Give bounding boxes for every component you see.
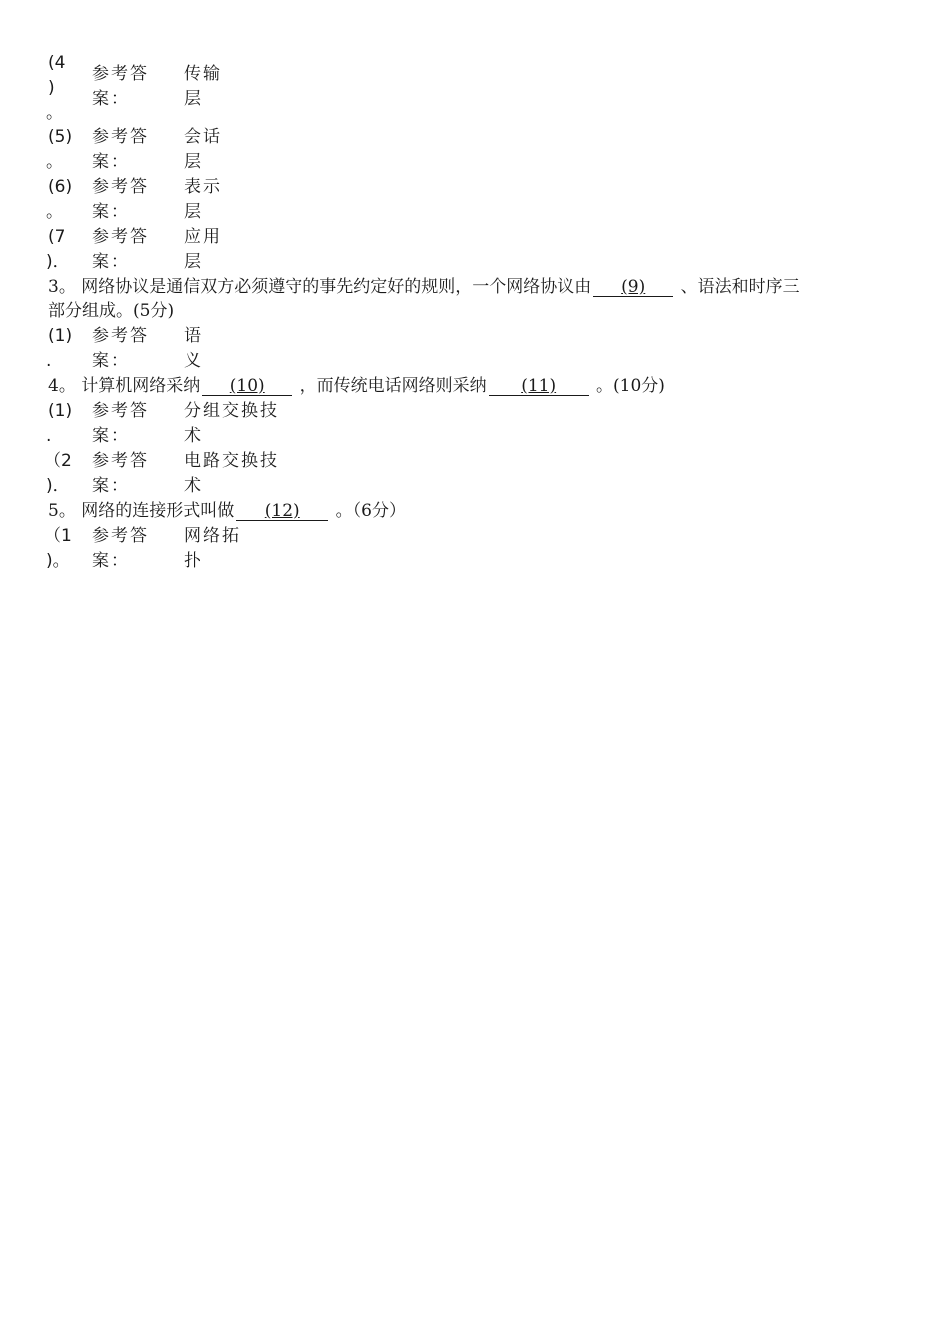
question-5-suffix: 。（6分） <box>330 501 406 521</box>
answer-q3-1-label-a: 参考答 <box>92 326 149 346</box>
answer-5-number-b: 。 <box>46 152 63 172</box>
question-4-line <box>48 376 665 396</box>
answer-q4-2-number-b: )． <box>46 476 70 496</box>
question-3-prefix: 3。 网络协议是通信双方必须遵守的事先约定好的规则，一个网络协议由 <box>48 277 592 297</box>
answer-q3-1-value-a: 语 <box>184 326 203 346</box>
answer-6-value-b: 层 <box>184 202 203 222</box>
answer-q4-1-value-a: 分组交换技 <box>184 401 279 421</box>
answer-7-value-b: 层 <box>184 252 203 272</box>
answer-6-number-b: 。 <box>46 202 63 222</box>
question-4-middle: ，而传统电话网络则采纳 <box>294 376 487 396</box>
answer-q3-1-label-b: 案： <box>92 351 130 371</box>
question-5-line <box>48 501 406 521</box>
question-5-blank-12: (12) <box>236 502 328 521</box>
question-3-blank-9: (9) <box>593 278 673 297</box>
answer-q5-1-label-b: 案： <box>92 551 130 571</box>
answer-7-number-a: (7 <box>48 227 66 247</box>
question-4-blank-11: (11) <box>489 377 589 396</box>
question-4-blank-10: (10) <box>202 377 292 396</box>
question-4-prefix: 4。 计算机网络采纳 <box>48 376 201 396</box>
answer-q4-1-number-b: . <box>46 426 52 446</box>
answer-q4-2-value-a: 电路交换技 <box>184 451 279 471</box>
answer-4-value-a: 传输 <box>184 64 222 84</box>
answer-4-value-b: 层 <box>184 89 203 109</box>
answer-4-number-c: 。 <box>46 103 63 123</box>
answer-q4-2-value-b: 术 <box>184 476 203 496</box>
answer-5-value-b: 层 <box>184 152 203 172</box>
answer-q3-1-value-b: 义 <box>184 351 203 371</box>
answer-4-label-b: 案： <box>92 89 130 109</box>
answer-7-value-a: 应用 <box>184 227 222 247</box>
answer-6-number-a: (6) <box>48 177 73 197</box>
answer-q5-1-value-b: 扑 <box>184 551 203 571</box>
question-3-line-2: 部分组成。(5分) <box>48 301 175 321</box>
answer-q3-1-number-b: . <box>46 351 52 371</box>
answer-q4-2-label-a: 参考答 <box>92 451 149 471</box>
answer-7-number-b: )． <box>46 252 70 272</box>
answer-q5-1-value-a: 网络拓 <box>184 526 241 546</box>
answer-7-label-b: 案： <box>92 252 130 272</box>
answer-q4-1-label-b: 案： <box>92 426 130 446</box>
answer-5-label-b: 案： <box>92 152 130 172</box>
answer-q5-1-label-a: 参考答 <box>92 526 149 546</box>
answer-q5-1-number-a: （1 <box>44 526 72 546</box>
answer-q3-1-number-a: (1) <box>48 326 73 346</box>
answer-4-label-a: 参考答 <box>92 64 149 84</box>
answer-q4-1-label-a: 参考答 <box>92 401 149 421</box>
answer-6-label-a: 参考答 <box>92 177 149 197</box>
answer-4-number-a: (4 <box>48 53 66 73</box>
answer-q5-1-number-b: )。 <box>46 551 70 571</box>
answer-5-label-a: 参考答 <box>92 127 149 147</box>
answer-6-label-b: 案： <box>92 202 130 222</box>
question-4-suffix: 。(10分) <box>590 376 665 396</box>
question-3-suffix: 、语法和时序三 <box>675 277 800 297</box>
answer-5-number-a: (5) <box>48 127 73 147</box>
answer-5-value-a: 会话 <box>184 127 222 147</box>
answer-q4-2-label-b: 案： <box>92 476 130 496</box>
answer-6-value-a: 表示 <box>184 177 222 197</box>
answer-q4-1-number-a: (1) <box>48 401 73 421</box>
answer-7-label-a: 参考答 <box>92 227 149 247</box>
answer-q4-2-number-a: （2 <box>44 451 72 471</box>
question-5-prefix: 5。 网络的连接形式叫做 <box>48 501 235 521</box>
answer-4-number-b: ) <box>48 78 55 98</box>
question-3-line-1 <box>48 277 800 297</box>
answer-q4-1-value-b: 术 <box>184 426 203 446</box>
